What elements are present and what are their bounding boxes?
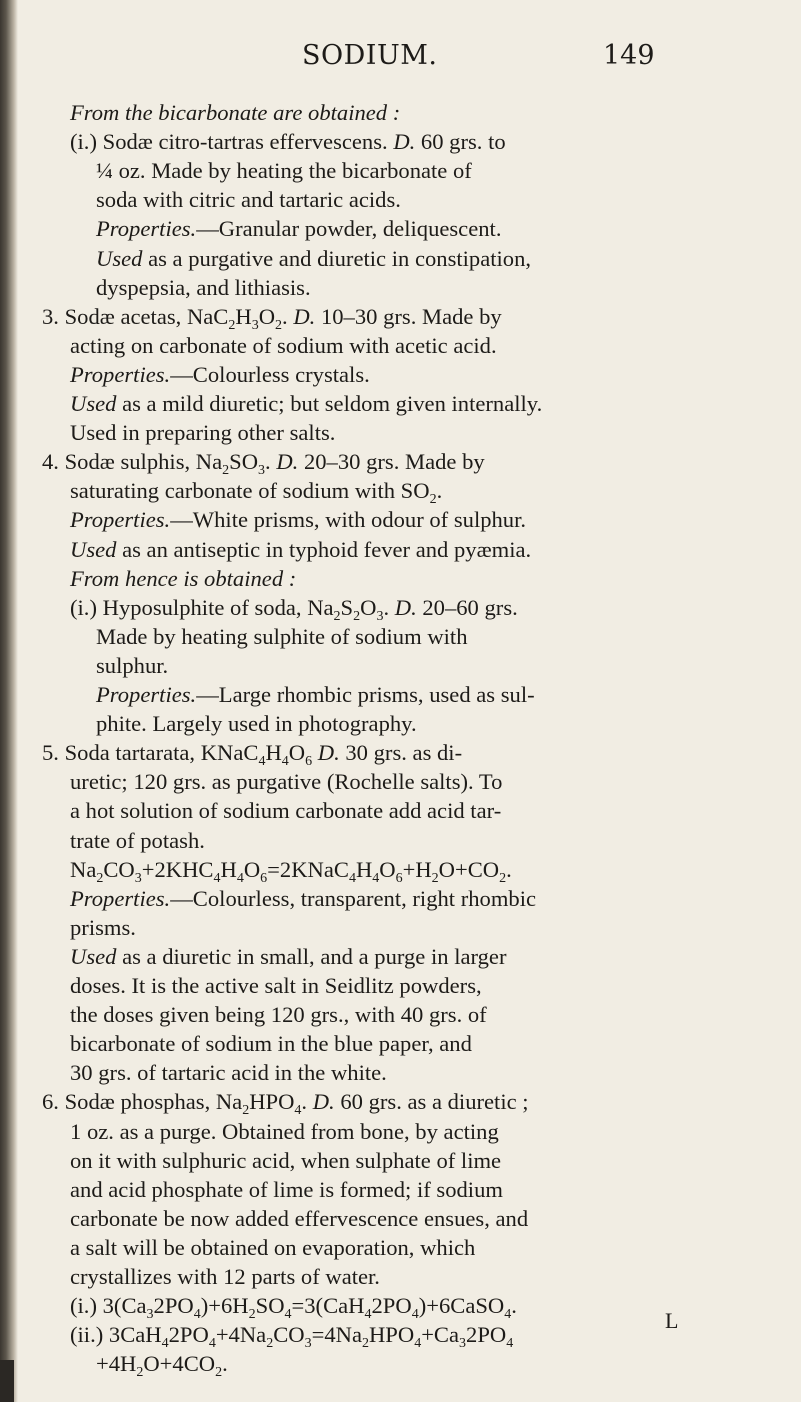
text-line: Used as an antiseptic in typhoid fever and pyæmia. [70,536,532,562]
text-line: 5. Soda tartarata, $KNaC_4H_4O_6$ D. 30 grs. as di- [42,740,463,770]
text-line: 6. Sodæ phosphas, $Na_2HPO_4$. D. 60 grs. as a diuretic ; [42,1089,529,1119]
text-line: bicarbonate of sodium in the blue paper, and [70,1031,472,1057]
signature-mark: L [665,1308,679,1333]
text-line: From the bicarbonate are obtained : [70,100,401,125]
text-line: uretic; 120 grs. as purgative (Rochelle salts). To [70,769,503,795]
text-line: Used as a diuretic in small, and a purge in larger [70,943,507,969]
text-line: (ii.) $3CaH_42PO_4+4Na_2CO_3=4Na_2HPO_4+Ca_32PO_4$ [70,1322,514,1352]
text-line: a salt will be obtained on evaporation, which [70,1234,476,1260]
text-line: Used as a mild diuretic; but seldom given internally. [70,391,543,416]
text-line: Properties.—Colourless crystals. [70,361,370,387]
text-line: (i.) $3(Ca_32PO_4)+6H_2SO_4=3(CaH_42PO_4)+6CaSO_4$. [70,1293,517,1322]
text-line: Properties.—White prisms, with odour of sulphur. [70,507,527,533]
text-line: crystallizes with 12 parts of water. [70,1264,380,1289]
text-line: carbonate be now added effervescence ensues, and [70,1205,529,1231]
text-line: saturating carbonate of sodium with $SO_2$. [70,478,443,508]
text-line: (i.) Hyposulphite of soda, $Na_2S_2O_3$. D. 20–60 grs. [70,594,518,624]
page-gutter-shadow [0,0,18,1402]
text-line: Properties.—Granular powder, deliquescent. [96,216,502,242]
text-line: 3. Sodæ acetas, $NaC_2H_3O_2$. D. 10–30 grs. Made by [42,303,502,333]
text-line: doses. It is the active salt in Seidlitz powders, [70,973,482,998]
text-line: soda with citric and tartaric acids. [96,187,401,213]
text-line: 30 grs. of tartaric acid in the white. [70,1060,387,1086]
text-line: acting on carbonate of sodium with acetic acid. [70,332,497,358]
text-line: From hence is obtained : [70,565,297,591]
text-line: sulphur. [96,652,169,678]
page-title: SODIUM. [302,40,438,71]
text-line: 4. Sodæ sulphis, $Na_2SO_3$. D. 20–30 grs. Made by [42,449,485,479]
page-number: 149 [603,40,655,71]
text-line: Made by heating sulphite of sodium with [96,623,468,649]
text-line: on it with sulphuric acid, when sulphate of lime [70,1147,502,1173]
text-line: ¼ oz. Made by heating the bicarbonate of [96,158,472,184]
text-line: a hot solution of sodium carbonate add acid tar- [70,798,502,824]
text-line: 1 oz. as a purge. Obtained from bone, by acting [70,1118,499,1144]
text-line: dyspepsia, and lithiasis. [96,274,311,300]
text-line: Properties.—Large rhombic prisms, used as sul- [96,682,535,707]
text-line: Used in preparing other salts. [70,420,336,446]
binding-edge-mark [0,1360,14,1402]
text-line: prisms. [70,914,136,940]
text-line: and acid phosphate of lime is formed; if sodium [70,1176,503,1202]
text-line: $Na_2CO_3+2KHC_4H_4O_6=2KNaC_4H_4O_6+H_2O+CO_2$. [70,856,512,886]
text-line: the doses given being 120 grs., with 40 grs. of [70,1002,487,1028]
running-header [20,40,680,76]
text-line: (i.) Sodæ citro-tartras effervescens. D. 60 grs. to [70,129,506,155]
text-line: $+4H_2O+4CO_2$. [96,1351,228,1381]
text-line: phite. Largely used in photography. [96,711,417,737]
text-line: trate of potash. [70,827,205,853]
text-line: Used as a purgative and diuretic in constipation, [96,245,532,271]
text-line: Properties.—Colourless, transparent, right rhombic [70,885,537,911]
